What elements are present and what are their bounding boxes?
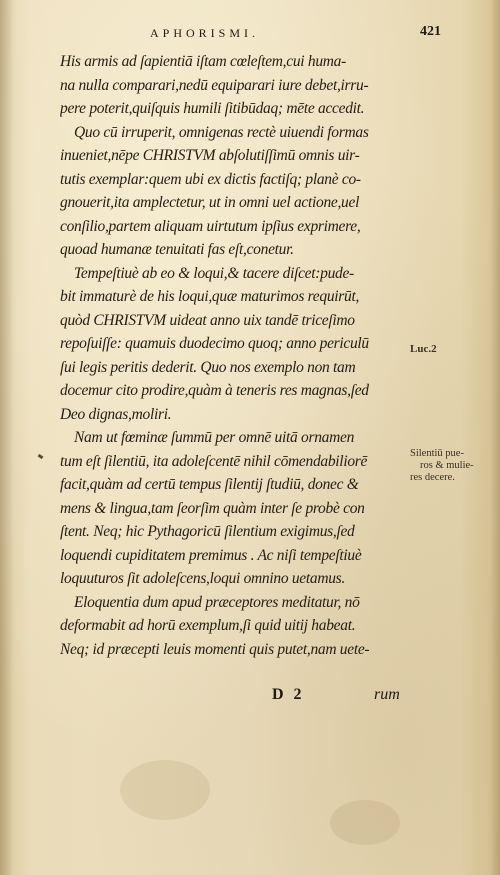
text-line: ſtent. Neq; hic Pythagoricū ſilentium exigimus,ſed [60,523,355,540]
text-line: Tempeſtiuè ab eo & loqui,& tacere diſcet:pude- [74,264,354,282]
catchword: rum [374,686,400,703]
text-line: quoad humanæ tenuitati fas eſt,conetur. [60,241,294,258]
text-line: loquendi cupiditatem premimus . Ac niſi tempeſtiuè [60,546,362,564]
paper-stain [120,760,210,820]
text-line: facit,quàm ad certū tempus ſilentij ſtudiū, donec & [60,476,359,493]
text-line: inueniet,nēpe CHRISTVM abſolutiſſimū omnis uir- [60,147,360,164]
gutter-shadow [0,0,14,875]
text-line: quòd CHRISTVM uideat anno uix tandē triceſimo [60,311,355,329]
text-line: deformabit ad horū exemplum,ſi quid uitij habeat. [60,617,356,634]
margin-note-luc: Luc.2 [410,343,437,355]
text-line: loquuturos ſit adoleſcens,loqui omnino uetamus. [60,570,345,587]
page-footer [0,686,500,708]
running-head: APHORISMI. [150,26,260,40]
text-line: na nulla comparari,nedū equiparari iure debet,irru- [60,76,369,94]
text-line: Quo cū irruperit, omnigenas rectè uiuendi formas [74,123,369,141]
main-text [60,50,404,661]
margin-note-silentii-1: Silentiū pue- [410,448,464,459]
paper-stain [330,800,400,845]
text-line: His armis ad ſapientiā iſtam cœleſtem,cui huma- [60,53,346,70]
margin-note-silentii-3: res decere. [410,472,455,483]
text-line: Eloquentia dum apud præceptores meditatur, nō [74,593,360,611]
text-line: bit immaturè de his loqui,quæ maturimos requirūt, [60,288,360,305]
text-line: Neq; id præcepti leuis momenti quis putet,nam uete- [60,640,370,658]
page-header [0,26,500,46]
text-line: tum eſt ſilentiū, ita adoleſcentē nihil cōmendabiliorē [60,452,368,470]
text-line: mens & lingua,tam ſeorſim quàm inter ſe probè con [60,499,365,517]
text-line: pere poterit,quiſquis humili ſitibūdaq; mēte accedit. [60,100,365,117]
text-line: ſui legis peritis dederit. Quo nos exemplo non tam [60,358,356,376]
edge-shadow [490,0,500,875]
text-line: gnouerit,ita amplectetur, ut in omni uel actione,uel [60,194,360,211]
text-line: tutis exemplar:quem ubi ex dictis factiſq; planè co- [60,170,361,188]
paragraph-mark [38,454,44,459]
text-line: Deo dignas,moliri. [60,405,172,423]
text-line: docemur cito prodire,quàm à teneris res magnas,ſed [60,382,369,399]
signature-mark: D 2 [272,686,305,703]
page-number: 421 [420,24,441,39]
text-line: Nam ut fœminæ ſummū per omnē uitā ornamen [74,429,355,446]
text-line: repoſuiſſe: quamuis duodecimo quoq; anno periculū [60,335,369,352]
text-line: conſilio,partem aliquam uirtutum ipſius exprimere, [60,217,361,235]
margin-note-silentii-2: ros & mulie- [420,460,474,471]
